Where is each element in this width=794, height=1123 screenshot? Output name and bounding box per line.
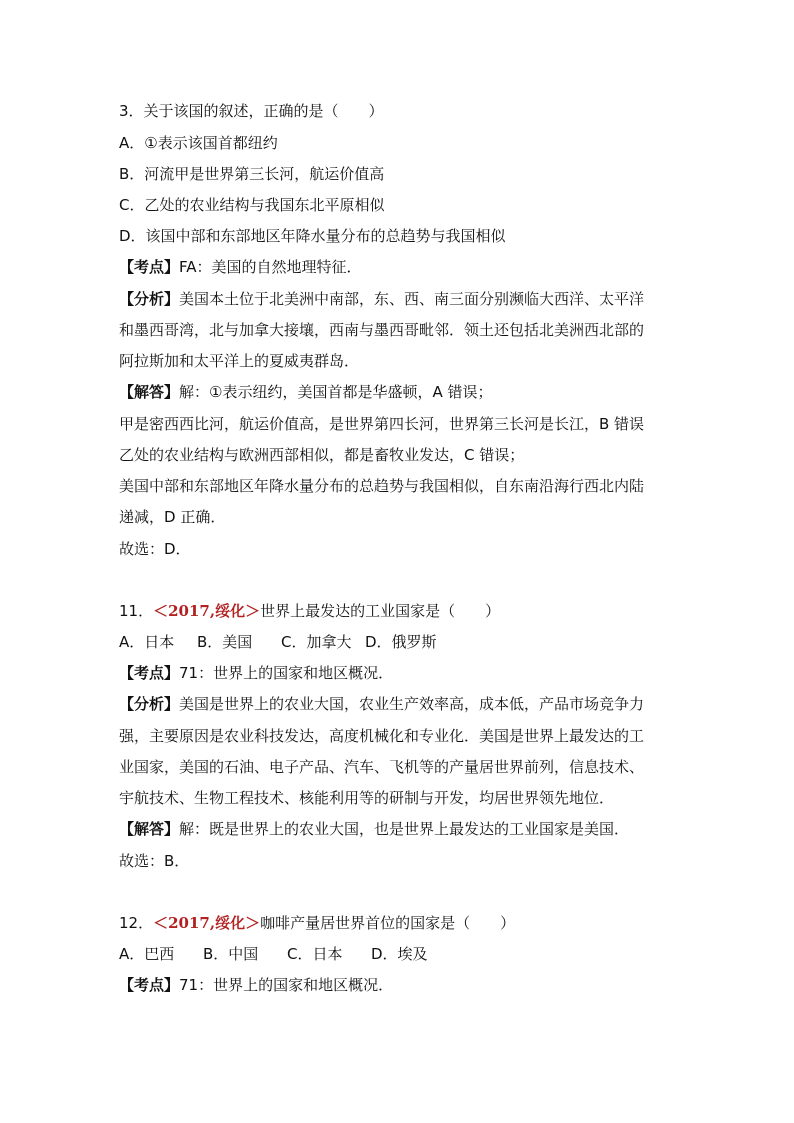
q3-option-a: A．①表示该国首都纽约 — [119, 134, 278, 152]
kaodian-text: 71：世界上的国家和地区概况． — [179, 664, 394, 682]
q3-option-d: D．该国中部和东部地区年降水量分布的总趋势与我国相似 — [119, 227, 506, 245]
q3-option-c: C．乙处的农业结构与我国东北平原相似 — [119, 196, 385, 214]
q11-stem-line — [119, 601, 500, 621]
q3-jieda-line-2: 甲是密西西比河，航运价值高，是世界第四长河，世界第三长河是长江，B 错误 — [119, 415, 645, 433]
q12-options — [119, 944, 428, 964]
q11-options — [119, 632, 437, 652]
q3-jieda-line-3: 乙处的农业结构与欧洲西部相似，都是畜牧业发达，C 错误； — [119, 446, 525, 464]
q11-number: 11． — [119, 602, 154, 620]
q11-jieda — [119, 819, 629, 839]
jieda-tag: 【解答】 — [119, 383, 180, 401]
q12-option-b: B．中国 — [203, 945, 259, 963]
q3-fenxi-line-3: 阿拉斯加和太平洋上的夏威夷群岛． — [119, 352, 360, 370]
q3-kaodian — [119, 257, 362, 277]
q12-number: 12． — [119, 914, 154, 932]
fenxi-text: 美国本土位于北美洲中南部，东、西、南三面分别濒临大西洋、太平洋 — [179, 290, 645, 308]
q11-source: ＜2017,绥化＞ — [153, 602, 261, 620]
q3-jieda-line-5: 递减，D 正确． — [119, 508, 226, 526]
kaodian-tag: 【考点】 — [119, 976, 180, 994]
q11-option-a: A．日本 — [119, 633, 175, 651]
q12-option-a: A．巴西 — [119, 945, 175, 963]
q12-option-c: C．日本 — [287, 945, 343, 963]
fenxi-text: 美国是世界上的农业大国，农业生产效率高，成本低，产品市场竞争力 — [179, 695, 645, 713]
kaodian-tag: 【考点】 — [119, 664, 180, 682]
q11-option-b: B．美国 — [197, 633, 253, 651]
q11-kaodian — [119, 663, 393, 683]
q12-stem: 咖啡产量居世界首位的国家是（ ） — [260, 914, 516, 932]
kaodian-text: 71：世界上的国家和地区概况． — [179, 976, 394, 994]
q11-option-d: D．俄罗斯 — [365, 633, 437, 651]
q3-option-b: B．河流甲是世界第三长河，航运价值高 — [119, 165, 385, 183]
fenxi-tag: 【分析】 — [119, 290, 180, 308]
q11-fenxi-line-4: 宇航技术、生物工程技术、核能利用等的研制与开发，均居世界领先地位． — [119, 789, 615, 807]
q3-jieda-line-4: 美国中部和东部地区年降水量分布的总趋势与我国相似，自东南沿海行西北内陆 — [119, 477, 645, 495]
q3-fenxi-line-1 — [119, 289, 644, 309]
q3-fenxi-line-2: 和墨西哥湾，北与加拿大接壤，西南与墨西哥毗邻．领土还包括北美洲西北部的 — [119, 321, 645, 339]
q11-fenxi-line-3: 业国家，美国的石油、电子产品、汽车、飞机等的产量居世界前列，信息技术、 — [119, 758, 645, 776]
q3-jieda-line-1 — [119, 382, 493, 402]
kaodian-tag: 【考点】 — [119, 258, 180, 276]
q11-stem: 世界上最发达的工业国家是（ ） — [260, 602, 501, 620]
jieda-text: 解：①表示纽约，美国首都是华盛顿，A 错误； — [179, 383, 493, 401]
q11-option-c: C．加拿大 — [281, 633, 352, 651]
q11-answer: 故选：B． — [119, 852, 190, 870]
q12-option-d: D．埃及 — [371, 945, 428, 963]
q11-fenxi-line-2: 强，主要原因是农业科技发达，高度机械化和专业化．美国是世界上最发达的工 — [119, 727, 645, 745]
q3-answer: 故选：D． — [119, 540, 191, 558]
fenxi-tag: 【分析】 — [119, 695, 180, 713]
q3-stem: 3．关于该国的叙述，正确的是（ ） — [119, 102, 384, 120]
jieda-text: 解：既是世界上的农业大国，也是世界上最发达的工业国家是美国． — [179, 820, 630, 838]
q11-fenxi-line-1 — [119, 694, 644, 714]
q12-stem-line — [119, 913, 515, 933]
jieda-tag: 【解答】 — [119, 820, 180, 838]
q12-kaodian — [119, 975, 393, 995]
kaodian-text: FA：美国的自然地理特征． — [179, 258, 362, 276]
q12-source: ＜2017,绥化＞ — [153, 914, 261, 932]
